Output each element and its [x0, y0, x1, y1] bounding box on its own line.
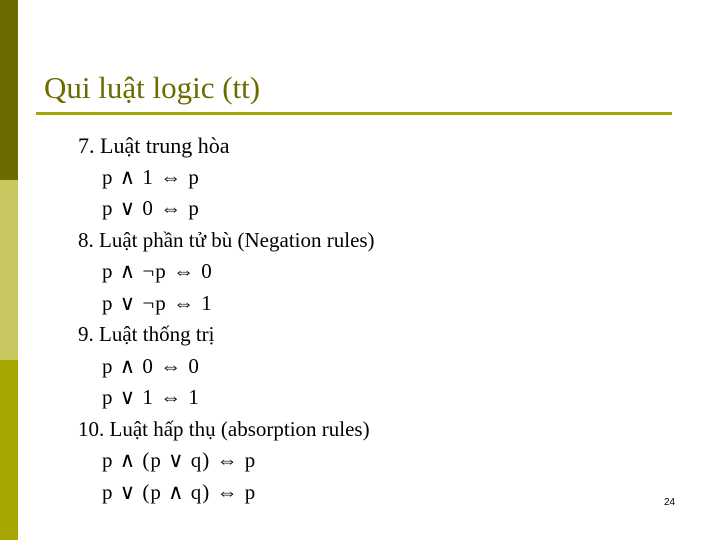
rule-10-formula-or: p ∨ (p ∧ q) ⇔ p: [102, 479, 257, 504]
slide-title: Qui luật logic (tt): [44, 70, 261, 105]
rules-list: [78, 130, 375, 508]
side-bar-top: [0, 0, 18, 180]
side-bar-bottom: [0, 360, 18, 540]
page-number: 24: [664, 497, 676, 508]
title-underline: [36, 112, 672, 115]
rule-7-heading: 7. Luật trung hòa: [78, 133, 230, 158]
rule-10-heading: 10. Luật hấp thụ (absorption rules): [78, 416, 370, 441]
rule-8-formula-or: p ∨ ¬p ⇔ 1: [102, 290, 213, 315]
rule-7-formula-and: p ∧ 1 ⇔ p: [102, 164, 200, 189]
rule-9-formula-and: p ∧ 0 ⇔ 0: [102, 353, 200, 378]
rule-7-formula-or: p ∨ 0 ⇔ p: [102, 196, 200, 220]
rule-8-formula-and: p ∧ ¬p ⇔ 0: [102, 259, 213, 283]
rule-8-heading: 8. Luật phần tử bù (Negation rules): [78, 227, 375, 252]
rule-9-formula-or: p ∨ 1 ⇔ 1: [102, 385, 200, 409]
side-bar-middle: [0, 180, 18, 360]
rule-10-formula-and: p ∧ (p ∨ q) ⇔ p: [102, 448, 257, 472]
rule-9-heading: 9. Luật thống trị: [78, 322, 215, 346]
